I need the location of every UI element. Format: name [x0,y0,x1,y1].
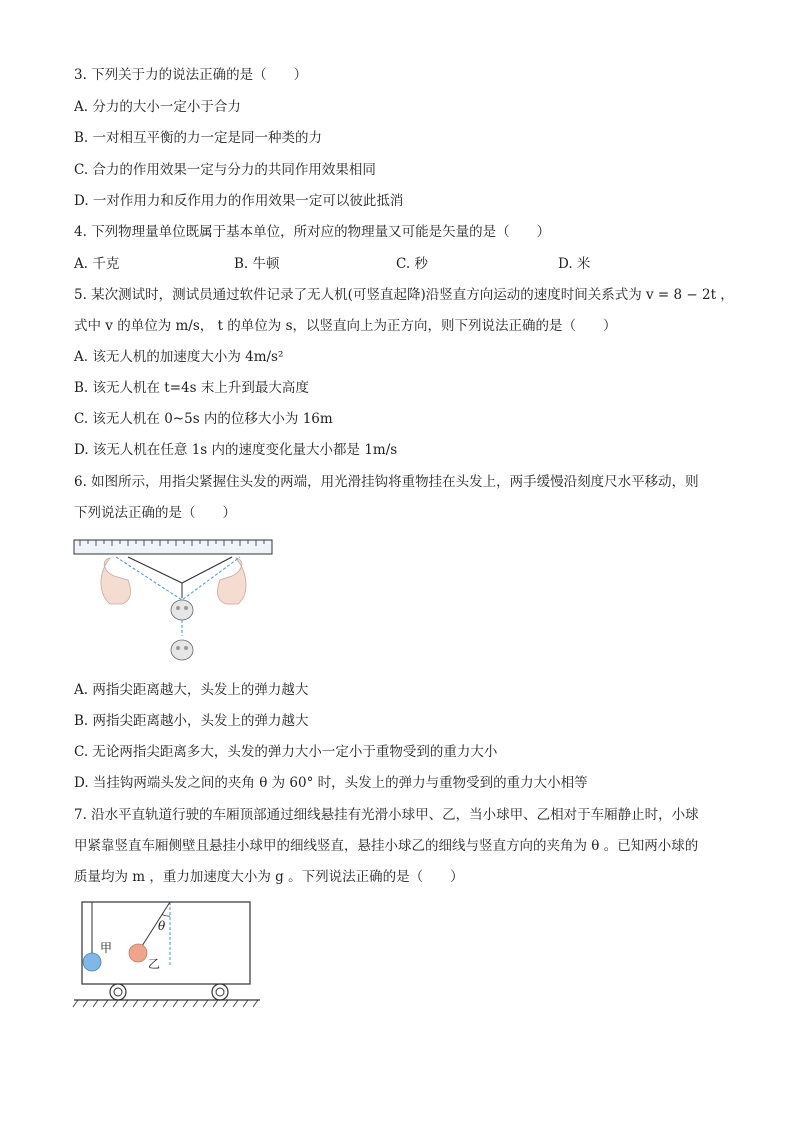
q4-option-b[interactable]: B. 牛顿 [234,256,280,272]
q7-stem-line3: 质量均为 m ，重力加速度大小为 g 。下列说法正确的是（ ） [74,869,464,885]
label-theta: θ [158,919,166,933]
carriage-figure [70,896,262,1012]
left-hand-shape [101,558,131,604]
q5-option-b[interactable]: B. 该无人机在 t=4s 末上升到最大高度 [74,380,309,396]
q5-stem-line1: 5. 某次测试时，测试员通过软件记录了无人机(可竖直起降)沿竖直方向运动的速度时间关系式为 v = 8 − 2t ， [74,287,734,303]
q4-option-c[interactable]: C. 秒 [396,256,428,272]
q3-option-c[interactable]: C. 合力的作用效果一定与分力的共同作用效果相同 [74,162,376,178]
weight-lower-detail-2 [184,646,188,650]
wheel-left [110,984,126,1000]
q5-option-d[interactable]: D. 该无人机在任意 1s 内的速度变化量大小都是 1m/s [74,442,398,458]
hair-hook-figure [70,536,276,664]
hair-solid-line [128,557,232,583]
q6-option-c[interactable]: C. 无论两指尖距离多大，头发的弹力大小一定小于重物受到的重力大小 [74,744,498,760]
q3-option-d[interactable]: D. 一对作用力和反作用力的作用效果一定可以彼此抵消 [74,193,404,209]
weight-lower-detail [176,646,180,650]
q6-stem-line2: 下列说法正确的是（ ） [74,505,236,521]
q3-option-a[interactable]: A. 分力的大小一定小于合力 [74,99,241,115]
right-hand-shape [218,558,246,604]
label-yi: 乙 [148,957,161,971]
q4-option-d[interactable]: D. 米 [558,256,591,272]
track-hatching [73,1000,258,1007]
q6-option-a[interactable]: A. 两指尖距离越大，头发上的弹力越大 [74,682,309,698]
q4-option-a[interactable]: A. 千克 [74,256,120,272]
weight-upper-detail-2 [184,606,188,610]
weight-upper-shape [171,600,193,620]
ball-jia [83,953,101,971]
q7-stem-line2: 甲紧靠竖直车厢侧壁且悬挂小球甲的细线竖直，悬挂小球乙的细线与竖直方向的夹角为 θ 。已知两小球的 [74,838,699,854]
q7-stem-line1: 7. 沿水平直轨道行驶的车厢顶部通过细线悬挂有光滑小球甲、乙，当小球甲、乙相对于车厢静止时，小球 [74,807,699,823]
q6-option-b[interactable]: B. 两指尖距离越小，头发上的弹力越大 [74,713,309,729]
q6-option-d[interactable]: D. 当挂钩两端头发之间的夹角 θ 为 60° 时，头发上的弹力与重物受到的重力大小相等 [74,775,588,791]
q5-option-a[interactable]: A. 该无人机的加速度大小为 4m/s² [74,349,284,365]
q5-stem-line2: 式中 v 的单位为 m/s， t 的单位为 s，以竖直向上为正方向，则下列说法正确的是（ ） [74,318,617,334]
q4-stem: 4. 下列物理量单位既属于基本单位，所对应的物理量又可能是矢量的是（ ） [74,224,551,240]
q3-option-b[interactable]: B. 一对相互平衡的力一定是同一种类的力 [74,130,323,146]
weight-lower-shape [171,640,193,660]
q5-option-c[interactable]: C. 该无人机在 0~5s 内的位移大小为 16m [74,411,333,427]
label-jia: 甲 [100,941,113,955]
ball-yi [129,944,147,962]
q3-stem: 3. 下列关于力的说法正确的是（ ） [74,67,308,83]
q6-stem-line1: 6. 如图所示，用指尖紧握住头发的两端，用光滑挂钩将重物挂在头发上，两手缓慢沿刻度尺水平移动，则 [74,474,699,490]
wheel-right [212,984,228,1000]
weight-upper-detail [176,606,180,610]
